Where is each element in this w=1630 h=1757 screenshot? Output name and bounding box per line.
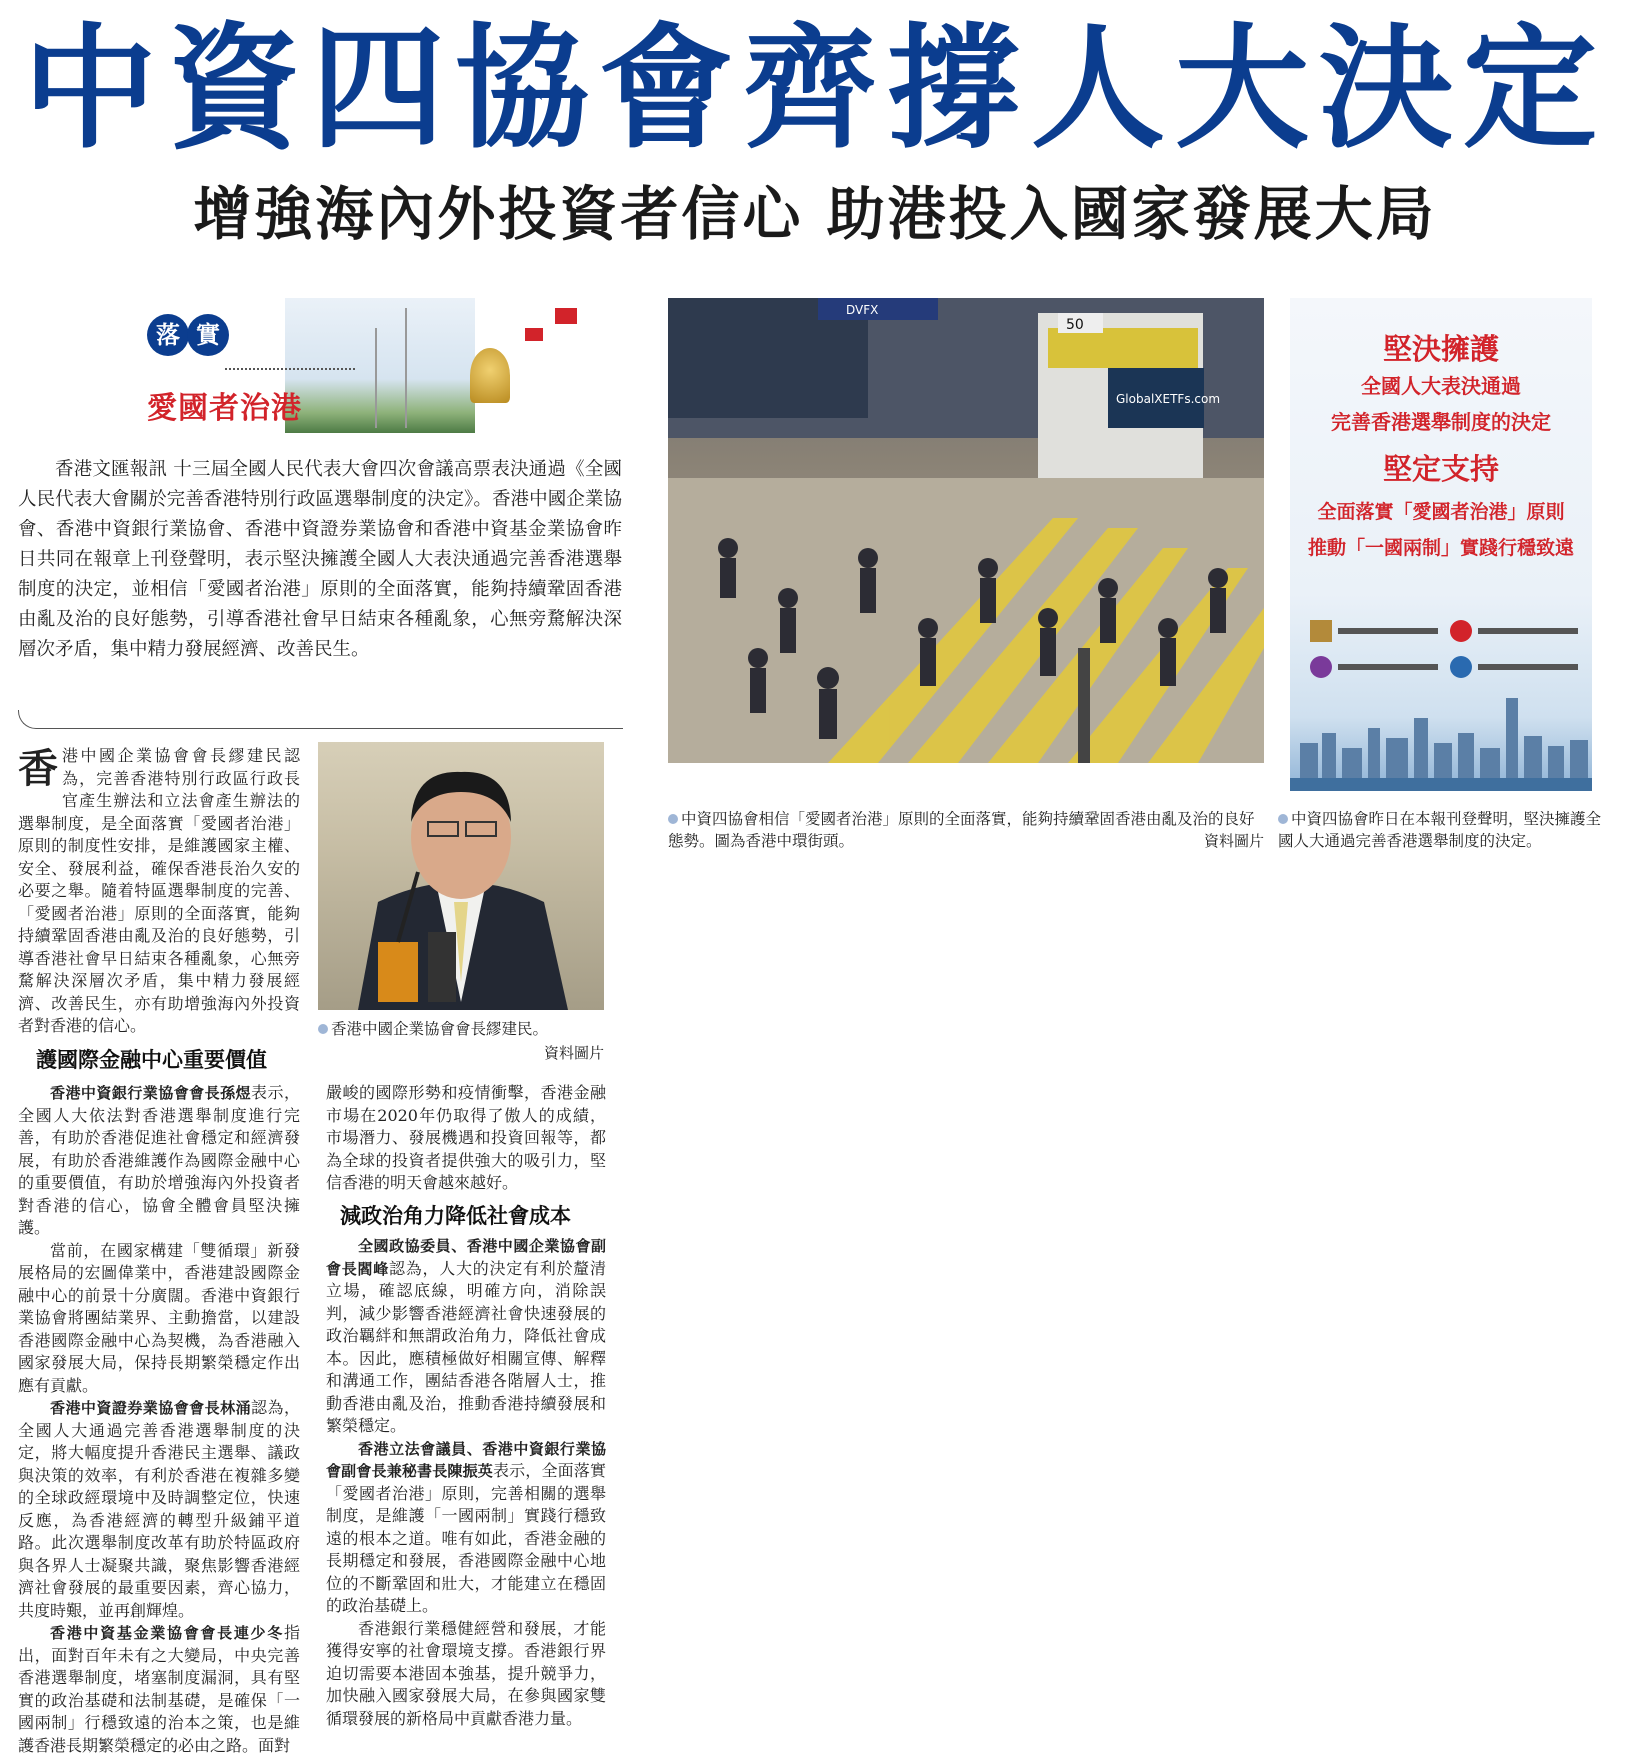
banner-background-image xyxy=(285,298,475,433)
skyline-image xyxy=(1290,698,1592,791)
section-banner xyxy=(135,298,475,433)
paragraph: 港中國企業協會會長繆建民認為，完善香港特別行政區行政長官產生辦法和立法會產生辦法的選舉制度，是全面落實「愛國者治港」原則的制度性安排，是維護國家主權、安全、發展利益，確保香港長治久安的必要之舉。隨着特區選舉制度的完善、「愛國者治港」原則的全面落實，能夠持續鞏固香港由亂及治的良好態勢，引導香港社會早日結束各種亂象，心無旁騖解決深層次矛盾，集中精力發展經濟、改善民生，亦有助增強海內外投資者對香港的信心。 xyxy=(18,746,300,1035)
logo-text-bar xyxy=(1338,628,1438,634)
subheadline: 增強海內外投資者信心 助港投入國家發展大局 xyxy=(193,180,1437,248)
divider xyxy=(225,368,355,370)
drop-cap: 香 xyxy=(18,745,58,792)
tram-number: 50 xyxy=(1066,317,1084,333)
paragraph: 香港立法會議員、香港中資銀行業協會副會長兼秘書長陳振英表示，全面落實「愛國者治港」原則，完善相關的選舉制度，是維護「一國兩制」實踐行穩致遠的根本之道。唯有如此，香港金融的長期穩定和發展，香港國際金融中心地位的不斷鞏固和壯大，才能建立在穩固的政治基礎上。 xyxy=(326,1439,606,1615)
paragraph: 全國政協委員、香港中國企業協會副會長閻峰認為，人大的決定有利於釐清立場，確認底線，明確方向，消除誤判，減少影響香港經濟社會快速發展的政治羈絆和無謂政治角力，降低社會成本。因此，應積極做好相關宣傳、解釋和溝通工作，團結香港各階層人士，推動香港由亂及治，推動香港持續發展和繁榮穩定。 xyxy=(326,1237,606,1435)
tram-ad-sign: GlobalXETFs.com xyxy=(1116,392,1221,406)
paragraph: 嚴峻的國際形勢和疫情衝擊，香港金融市場在2020年仍取得了傲人的成績，市場潛力、發展機遇和投資回報等，都為全球的投資者提供強大的吸引力，堅信香港的明天會越來越好。 xyxy=(326,1083,606,1192)
flag-icon xyxy=(555,308,577,324)
banner-badge: 落 xyxy=(147,314,189,356)
ad-headline: 堅定支持 xyxy=(1382,452,1499,486)
paragraph: 香港中資證券業協會會長林涌認為，全國人大通過完善香港選舉制度的決定，將大幅度提升香港民主選舉、議政與決策的效率，有利於香港在複雜多變的全球政經環境中及時調整定位，快速反應，為香港經濟的轉型升級鋪平道路。此次選舉制度改革有助於特區政府與各界人士凝聚共識，聚焦影響香港經濟社會發展的最重要因素，齊心協力，共度時艱，並再創輝煌。 xyxy=(18,1398,300,1620)
paragraph: 當前，在國家構建「雙循環」新發展格局的宏圖偉業中，香港建設國際金融中心的前景十分廣闊。香港中資銀行業協會將團結業界、主動擔當，以建設香港國際金融中心為契機，為香港融入國家發展大局，保持長期繁榮穩定作出應有貢獻。 xyxy=(18,1240,300,1395)
photo-caption xyxy=(318,1018,604,1040)
paragraph: 香港中資基金業協會會長連少冬指出，面對百年未有之大變局，中央完善香港選舉制度，堵塞制度漏洞，具有堅實的政治基礎和法制基礎，是確保「一國兩制」行穩致遠的治本之策，也是維護香港長期繁榮穩定的必由之路。面對 xyxy=(18,1623,300,1755)
lead-paragraph: 香港文匯報訊 十三屆全國人民代表大會四次會議高票表決通過《全國人民代表大會關於完善香港特別行政區選舉制度的決定》。香港中國企業協會、香港中資銀行業協會、香港中資證券業協會和香港中資基金業協會昨日共同在報章上刊登聲明，表示堅決擁護全國人大表決通過完善香港選舉制度的決定，並相信「愛國者治港」原則的全面落實，能夠持續鞏固香港由亂及治的良好態勢，引導香港社會早日結束各種亂象，心無旁騖解決深層次矛盾，集中精力發展經濟、改善民生。 xyxy=(18,459,622,660)
ad-text: 全面落實「愛國者治港」原則 xyxy=(1317,501,1565,523)
statement-advertisement xyxy=(1290,298,1592,791)
headline: 中資四協會齊撐人大決定 xyxy=(22,11,1607,167)
speaker-name: 香港中資銀行業協會會長孫煜 xyxy=(50,1084,252,1102)
caption-text: 中資四協會相信「愛國者治港」原則的全面落實，能夠持續鞏固香港由亂及治的良好態勢。圖為香港中環街頭。 xyxy=(668,810,1255,850)
association-logo-icon xyxy=(1310,620,1332,642)
association-logo-icon xyxy=(1450,656,1472,678)
photo-credit: 資料圖片 xyxy=(1203,832,1264,850)
article-column xyxy=(18,1082,300,1757)
banner-badge: 實 xyxy=(187,314,229,356)
caption-text: 中資四協會昨日在本報刊登聲明，堅決擁護全國人大通過完善香港選舉制度的決定。 xyxy=(1278,810,1602,850)
street-photo xyxy=(668,298,1264,763)
caption-bullet-icon xyxy=(318,1024,328,1034)
shop-sign: DVFX xyxy=(846,303,879,317)
ad-text: 全國人大表決通過 xyxy=(1361,374,1521,398)
golden-bauhinia-statue xyxy=(470,348,510,403)
paragraph: 香港中資銀行業協會會長孫煜表示，全國人大依法對香港選舉制度進行完善，有助於香港促進社會穩定和經濟發展，有助於香港維護作為國際金融中心的重要價值，有助於增強海內外投資者對香港的信心，協會全體會員堅決擁護。 xyxy=(18,1083,300,1237)
speaker-name: 香港立法會議員、香港中資銀行業協會副會長兼秘書長陳振英 xyxy=(326,1439,606,1480)
article-column xyxy=(326,1082,606,1730)
speaker-name: 全國政協委員、香港中國企業協會副會長閻峰 xyxy=(326,1237,606,1278)
caption-bullet-icon xyxy=(668,814,678,824)
speaker-photo xyxy=(318,742,604,1010)
logo-text-bar xyxy=(1338,664,1438,670)
section-heading: 護國際金融中心重要價值 xyxy=(36,1048,267,1072)
caption-text: 香港中國企業協會會長繆建民。 xyxy=(331,1020,549,1038)
association-logo-icon xyxy=(1310,656,1332,678)
caption-bullet-icon xyxy=(1278,814,1288,824)
association-logo-icon xyxy=(1450,620,1472,642)
divider xyxy=(18,710,623,729)
photo-caption xyxy=(1278,808,1608,852)
section-heading: 減政治角力降低社會成本 xyxy=(340,1203,571,1228)
article-column xyxy=(18,745,300,1038)
ad-text: 推動「一國兩制」實踐行穩致遠 xyxy=(1307,537,1574,559)
ad-headline: 堅決擁護 xyxy=(1382,332,1499,366)
speaker-name: 香港中資證券業協會會長林涌 xyxy=(50,1399,252,1417)
photo-credit: 資料圖片 xyxy=(543,1044,604,1062)
ad-text: 完善香港選舉制度的決定 xyxy=(1331,410,1551,434)
paragraph: 香港銀行業穩健經營和發展，才能獲得安寧的社會環境支撐。香港銀行界迫切需要本港固本強基，提升競爭力，加快融入國家發展大局，在參與國家雙循環發展的新格局中貢獻香港力量。 xyxy=(326,1618,606,1728)
flag-icon xyxy=(525,328,543,341)
speaker-name: 香港中資基金業協會會長連少冬 xyxy=(50,1624,284,1642)
logo-text-bar xyxy=(1478,628,1578,634)
logo-text-bar xyxy=(1478,664,1578,670)
banner-title: 愛國者治港 xyxy=(147,391,302,426)
